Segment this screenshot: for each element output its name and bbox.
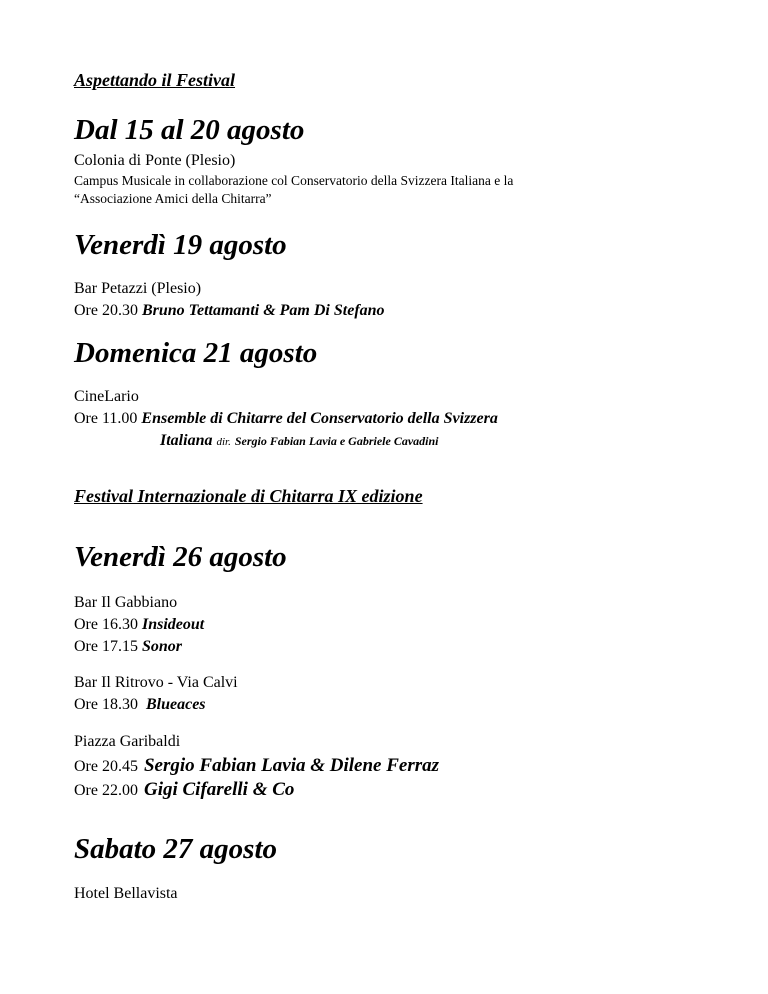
event-performance: [74, 696, 206, 714]
event-venue: Bar Il Gabbiano: [74, 594, 178, 611]
event-date-domenica-21: Domenica 21 agosto: [74, 337, 318, 369]
event-date-venerdi-26: Venerdì 26 agosto: [74, 541, 287, 573]
director-names: Sergio Fabian Lavia e Gabriele Cavadini: [234, 434, 439, 448]
event-performer: Insideout: [141, 616, 205, 633]
event-performer: Ensemble di Chitarre del Conservatorio della Svizzera: [141, 410, 498, 427]
event-performance: [74, 302, 385, 320]
event-venue: Colonia di Ponte (Plesio): [74, 152, 236, 169]
event-performer: Sonor: [141, 638, 183, 655]
event-time: Ore 11.00: [74, 410, 138, 427]
director-label: dir.: [216, 436, 231, 448]
event-description-line2: “Associazione Amici della Chitarra”: [74, 191, 272, 206]
event-performer: Gigi Cifarelli & Co: [143, 779, 295, 800]
section-title-festival: Festival Internazionale di Chitarra IX edizione: [74, 486, 423, 506]
section-title-waiting: Aspettando il Festival: [74, 70, 236, 90]
event-performer: Sergio Fabian Lavia & Dilene Ferraz: [143, 755, 440, 776]
event-venue: Piazza Garibaldi: [74, 733, 181, 750]
event-performance: [74, 638, 182, 656]
event-time: Ore 17.15: [74, 638, 138, 655]
event-date-venerdi-19: Venerdì 19 agosto: [74, 229, 287, 261]
event-time: Ore 20.30: [74, 302, 138, 319]
event-performance: [74, 755, 439, 777]
event-performer-continued: Italiana: [160, 432, 213, 449]
event-performance: [74, 779, 294, 801]
event-performer: Blueaces: [145, 696, 206, 713]
event-venue: Hotel Bellavista: [74, 885, 178, 902]
event-date-sabato-27: Sabato 27 agosto: [74, 833, 278, 865]
event-time: Ore 20.45: [74, 758, 138, 775]
event-performance: [74, 616, 204, 634]
event-performer: Bruno Tettamanti & Pam Di Stefano: [141, 302, 385, 319]
event-venue: CineLario: [74, 388, 139, 405]
event-time: Ore 22.00: [74, 782, 138, 799]
event-performance: [74, 410, 498, 428]
event-venue: Bar Il Ritrovo - Via Calvi: [74, 674, 238, 691]
event-time: Ore 18.30: [74, 696, 138, 713]
event-performance-continued: [160, 432, 439, 450]
event-description-line1: Campus Musicale in collaborazione col Conservatorio della Svizzera Italiana e la: [74, 173, 514, 188]
event-time: Ore 16.30: [74, 616, 138, 633]
event-date-15-20-agosto: Dal 15 al 20 agosto: [74, 114, 305, 146]
event-venue: Bar Petazzi (Plesio): [74, 280, 202, 297]
